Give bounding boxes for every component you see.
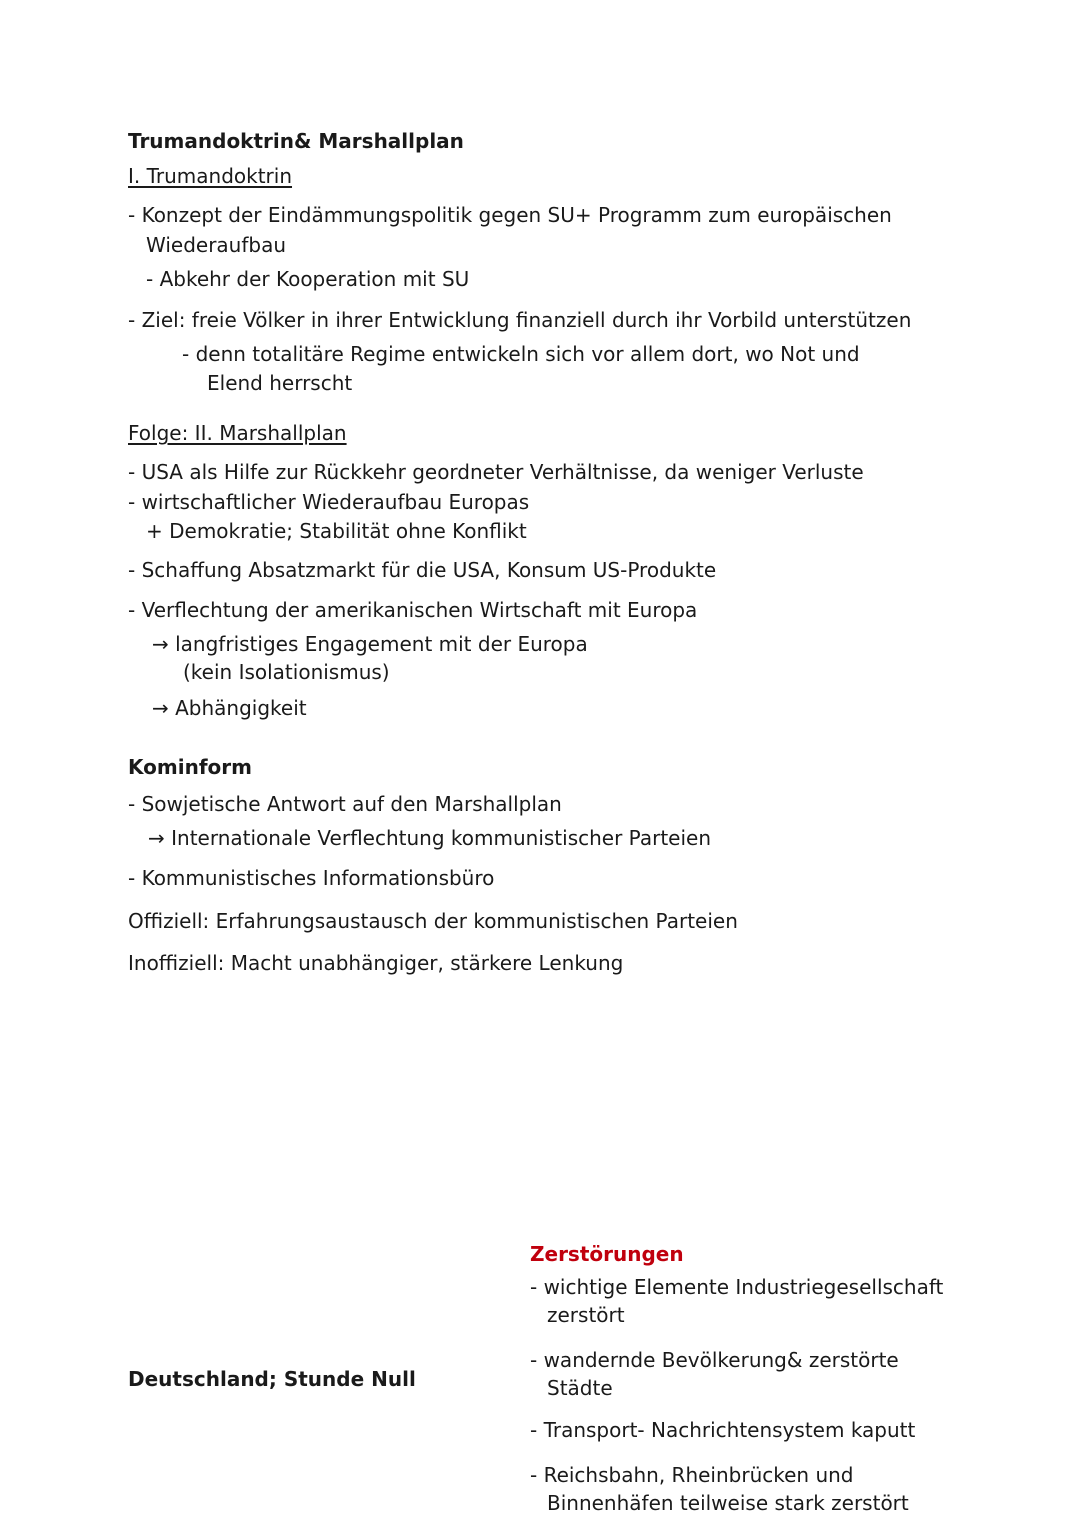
text-line: + Demokratie; Stabilität ohne Konflikt (146, 519, 527, 543)
subheading-marshallplan: Folge: II. Marshallplan (128, 421, 347, 445)
text-line: - Ziel: freie Völker in ihrer Entwicklung finanziell durch ihr Vorbild unterstützen (128, 308, 912, 332)
text-line: - wirtschaftlicher Wiederaufbau Europas (128, 490, 530, 514)
text-line: - Sowjetische Antwort auf den Marshallplan (128, 792, 562, 816)
section-title-kominform: Kominform (128, 755, 252, 779)
section-title-deutschland: Deutschland; Stunde Null (128, 1367, 416, 1391)
text-line: - wandernde Bevölkerung& zerstörte (530, 1348, 899, 1372)
text-line: Binnenhäfen teilweise stark zerstört (547, 1491, 909, 1515)
text-line: zerstört (547, 1303, 625, 1327)
text-line: - Transport- Nachrichtensystem kaputt (530, 1418, 916, 1442)
text-line: - Schaffung Absatzmarkt für die USA, Konsum US-Produkte (128, 558, 717, 582)
text-line: - Kommunistisches Informationsbüro (128, 866, 495, 890)
text-line: Städte (547, 1376, 613, 1400)
section-title-trumandoktrin: Trumandoktrin& Marshallplan (128, 129, 464, 153)
text-line: → Abhängigkeit (152, 696, 307, 720)
text-line: - wichtige Elemente Industriegesellschaft (530, 1275, 944, 1299)
text-line: - denn totalitäre Regime entwickeln sich vor allem dort, wo Not und (182, 342, 860, 366)
text-line: Wiederaufbau (146, 233, 287, 257)
text-line: → Internationale Verflechtung kommunistischer Parteien (148, 826, 711, 850)
zerstoerungen-title: Zerstörungen (530, 1242, 684, 1266)
text-line: - USA als Hilfe zur Rückkehr geordneter Verhältnisse, da weniger Verluste (128, 460, 864, 484)
text-line: Elend herrscht (207, 371, 353, 395)
text-line: → langfristiges Engagement mit der Europa (152, 632, 588, 656)
text-line: - Konzept der Eindämmungspolitik gegen SU+ Programm zum europäischen (128, 203, 892, 227)
subheading-trumandoktrin: I. Trumandoktrin (128, 164, 293, 188)
text-line: (kein Isolationismus) (183, 660, 390, 684)
text-line: Offiziell: Erfahrungsaustausch der kommunistischen Parteien (128, 909, 738, 933)
text-line: - Abkehr der Kooperation mit SU (146, 267, 470, 291)
text-line: - Verflechtung der amerikanischen Wirtschaft mit Europa (128, 598, 698, 622)
text-line: Inoffiziell: Macht unabhängiger, stärkere Lenkung (128, 951, 624, 975)
text-line: - Reichsbahn, Rheinbrücken und (530, 1463, 854, 1487)
